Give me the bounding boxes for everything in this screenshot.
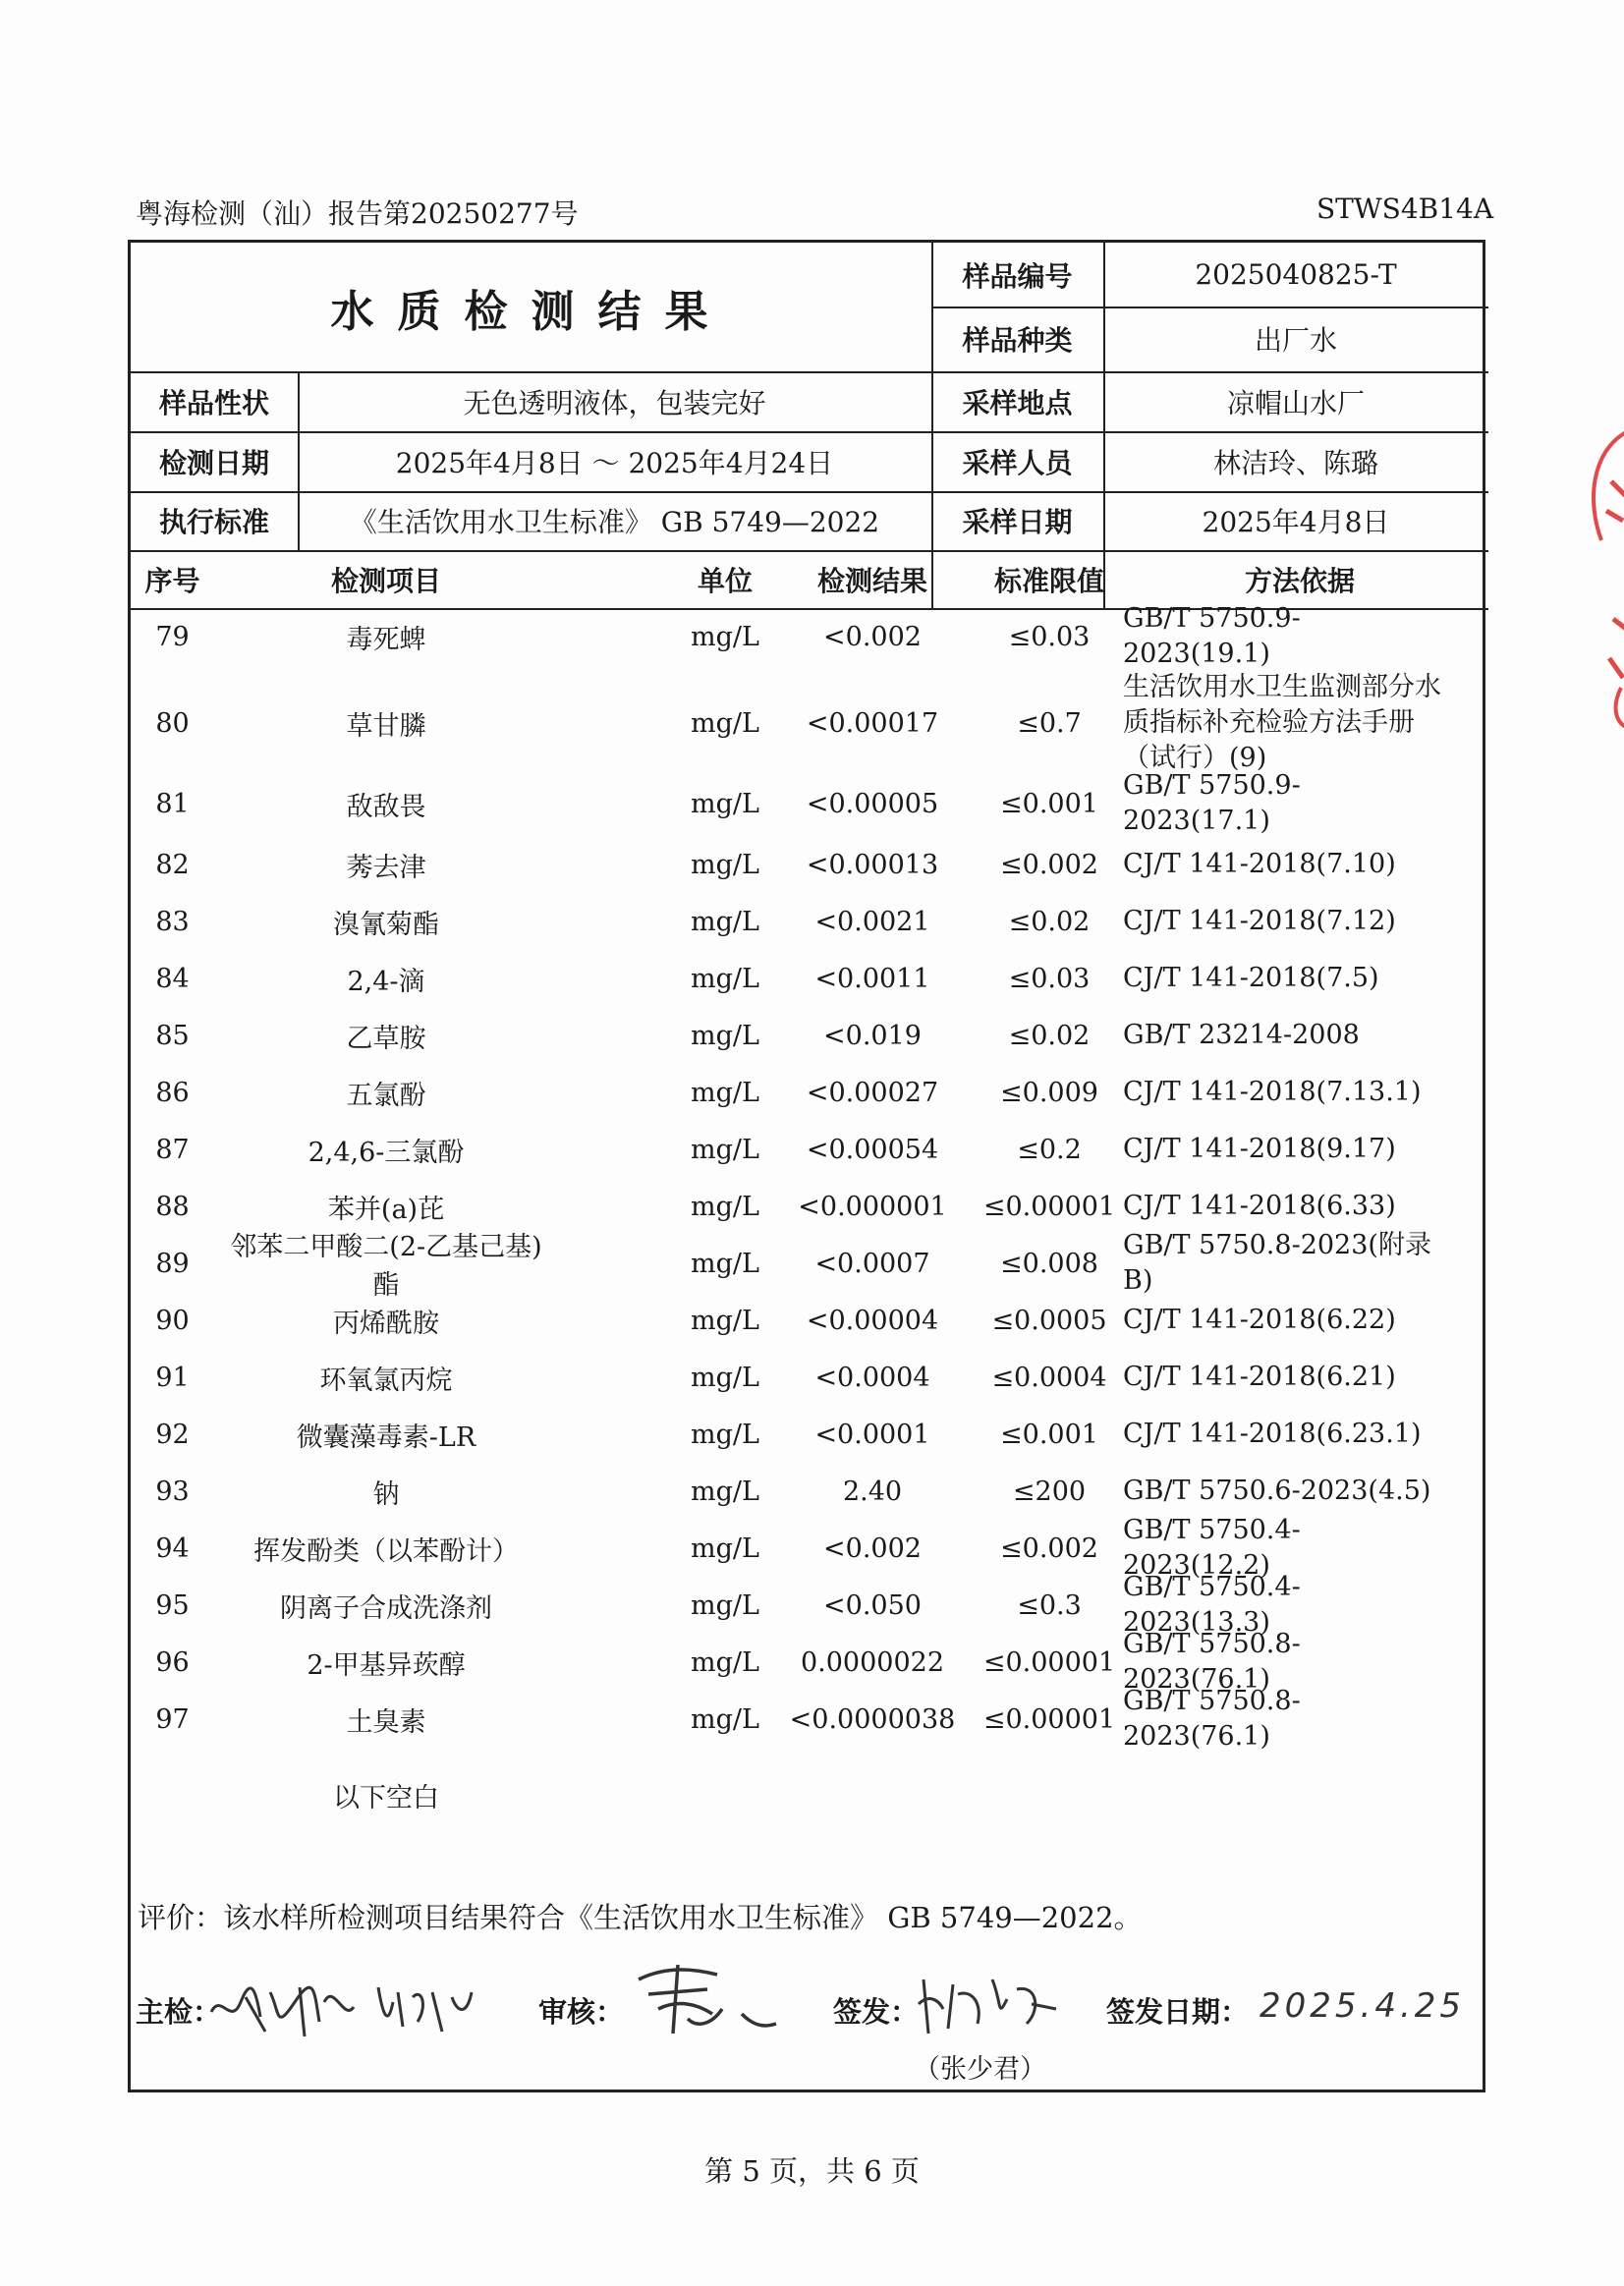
cell-limit: ≤0.02 xyxy=(1008,906,1091,937)
cell-method: CJ/T 141-2018(7.13.1) xyxy=(1123,1077,1422,1107)
col-header-method: 方法依据 xyxy=(1244,564,1355,597)
cell-item: 钠 xyxy=(372,1478,400,1510)
cell-method: CJ/T 141-2018(6.21) xyxy=(1123,1362,1396,1392)
cell-item: 莠去津 xyxy=(346,852,426,883)
issue-date-label: 签发日期： xyxy=(1106,1995,1250,2029)
cell-limit: ≤0.0004 xyxy=(991,1362,1107,1393)
cell-method: CJ/T 141-2018(7.12) xyxy=(1123,906,1396,936)
cell-no: 86 xyxy=(155,1077,190,1108)
cell-result: <0.0000038 xyxy=(789,1703,956,1735)
cell-limit: ≤0.03 xyxy=(1008,621,1091,652)
page-footer: 第 5 页，共 6 页 xyxy=(704,2154,920,2188)
cell-method: GB/T 5750.9-2023(19.1) xyxy=(1123,603,1301,669)
cell-unit: mg/L xyxy=(691,1533,759,1564)
cell-no: 95 xyxy=(155,1589,190,1621)
cell-result: 0.0000022 xyxy=(800,1646,944,1678)
cell-result: <0.00004 xyxy=(806,1305,939,1336)
cell-result: <0.000001 xyxy=(798,1191,947,1222)
cell-item: 邻苯二甲酸二(2-乙基己基)酯 xyxy=(230,1232,542,1301)
cell-limit: ≤0.2 xyxy=(1017,1134,1082,1165)
cell-method: GB/T 5750.8-2023(附录B) xyxy=(1123,1230,1431,1296)
cell-method: GB/T 5750.8-2023(76.1) xyxy=(1123,1686,1301,1752)
cell-method: CJ/T 141-2018(6.33) xyxy=(1123,1191,1396,1221)
cell-limit: ≤0.009 xyxy=(1000,1077,1098,1108)
cell-method: GB/T 5750.6-2023(4.5) xyxy=(1123,1476,1431,1506)
inspector-label: 主检： xyxy=(136,1995,222,2029)
sample-date-label: 采样日期 xyxy=(962,506,1073,538)
cell-item: 微囊藻毒素-LR xyxy=(296,1422,476,1453)
cell-item: 2-甲基异莰醇 xyxy=(307,1649,466,1681)
stamp-edge xyxy=(1572,422,1624,737)
cell-limit: ≤0.008 xyxy=(1000,1248,1098,1279)
cell-unit: mg/L xyxy=(691,906,759,937)
cell-method: CJ/T 141-2018(6.23.1) xyxy=(1123,1419,1422,1449)
cell-item: 环氧氯丙烷 xyxy=(319,1365,453,1396)
cell-result: <0.0007 xyxy=(814,1248,930,1279)
evaluation-text: 评价：该水样所检测项目结果符合《生活饮用水卫生标准》 GB 5749—2022。 xyxy=(138,1901,1143,1934)
cell-no: 96 xyxy=(155,1646,190,1678)
cell-unit: mg/L xyxy=(691,1191,759,1222)
cell-result: <0.0011 xyxy=(814,963,930,994)
cell-method: GB/T 5750.4-2023(12.2) xyxy=(1123,1515,1301,1581)
cell-method: GB/T 5750.8-2023(76.1) xyxy=(1123,1629,1301,1695)
cell-method: GB/T 23214-2008 xyxy=(1123,1020,1360,1050)
sample-no-label: 样品编号 xyxy=(962,259,1073,293)
cell-no: 85 xyxy=(155,1020,190,1051)
issue-date: 2025.4.25 xyxy=(1260,1986,1466,2026)
cell-limit: ≤0.0005 xyxy=(991,1305,1107,1336)
cell-no: 91 xyxy=(155,1362,190,1393)
test-date-label: 检测日期 xyxy=(158,446,269,479)
cell-unit: mg/L xyxy=(691,1305,759,1336)
cell-limit: ≤0.00001 xyxy=(982,1191,1116,1222)
page-title: 水质检测结果 xyxy=(330,286,732,337)
cell-result: <0.0001 xyxy=(814,1419,930,1450)
col-header-unit: 单位 xyxy=(697,564,753,597)
cell-item: 土臭素 xyxy=(346,1706,426,1738)
cell-unit: mg/L xyxy=(691,1077,759,1108)
cell-result: <0.00013 xyxy=(806,849,939,880)
cell-method: CJ/T 141-2018(7.10) xyxy=(1123,849,1396,879)
cell-limit: ≤0.002 xyxy=(1000,849,1098,880)
cell-result: <0.050 xyxy=(823,1589,922,1621)
cell-result: <0.019 xyxy=(823,1020,922,1051)
cell-result: <0.002 xyxy=(823,621,922,652)
cell-limit: ≤0.7 xyxy=(1017,707,1082,739)
cell-result: 2.40 xyxy=(842,1476,903,1507)
sample-trait-label: 样品性状 xyxy=(158,386,269,419)
issuer-signature xyxy=(909,1965,1076,2043)
reviewer-label: 审核： xyxy=(538,1995,625,2029)
standard-value: 《生活饮用水卫生标准》 GB 5749—2022 xyxy=(349,506,880,538)
cell-method: CJ/T 141-2018(6.22) xyxy=(1123,1305,1396,1335)
cell-no: 94 xyxy=(155,1533,190,1564)
cell-result: <0.0004 xyxy=(814,1362,930,1393)
cell-item: 敌敌畏 xyxy=(346,791,426,822)
cell-result: <0.00027 xyxy=(806,1077,939,1108)
col-header-item: 检测项目 xyxy=(330,564,441,597)
cell-unit: mg/L xyxy=(691,707,759,739)
cell-method: CJ/T 141-2018(7.5) xyxy=(1123,963,1379,993)
cell-item: 苯并(a)芘 xyxy=(327,1194,445,1225)
cell-no: 82 xyxy=(155,849,190,880)
standard-label: 执行标准 xyxy=(158,506,269,538)
cell-item: 阴离子合成洗涤剂 xyxy=(280,1592,492,1624)
cell-no: 88 xyxy=(155,1191,190,1222)
sample-site-value: 凉帽山水厂 xyxy=(1226,386,1365,419)
cell-method: CJ/T 141-2018(9.17) xyxy=(1123,1134,1396,1164)
cell-item: 2,4,6-三氯酚 xyxy=(308,1137,465,1168)
cell-limit: ≤0.00001 xyxy=(982,1646,1116,1678)
report-code: STWS4B14A xyxy=(1316,193,1494,225)
cell-unit: mg/L xyxy=(691,1646,759,1678)
cell-limit: ≤200 xyxy=(1012,1476,1087,1507)
test-date-value: 2025年4月8日 ～ 2025年4月24日 xyxy=(395,446,834,479)
cell-item: 2,4-滴 xyxy=(347,966,425,997)
cell-unit: mg/L xyxy=(691,1589,759,1621)
cell-item: 毒死蜱 xyxy=(346,624,426,655)
cell-no: 90 xyxy=(155,1305,190,1336)
cell-limit: ≤0.03 xyxy=(1008,963,1091,994)
cell-limit: ≤0.02 xyxy=(1008,1020,1091,1051)
cell-unit: mg/L xyxy=(691,1703,759,1735)
issuer-label: 签发： xyxy=(833,1995,920,2029)
cell-result: <0.002 xyxy=(823,1533,922,1564)
cell-result: <0.00054 xyxy=(806,1134,939,1165)
cell-limit: ≤0.001 xyxy=(1000,1419,1098,1450)
cell-limit: ≤0.3 xyxy=(1017,1589,1082,1621)
cell-unit: mg/L xyxy=(691,1419,759,1450)
cell-method: 生活饮用水卫生监测部分水质指标补充检验方法手册（试行）(9) xyxy=(1123,672,1441,773)
sample-no-value: 2025040825-T xyxy=(1195,258,1397,291)
sample-type-value: 出厂水 xyxy=(1254,324,1337,357)
cell-no: 87 xyxy=(155,1134,190,1165)
cell-item: 乙草胺 xyxy=(346,1023,426,1054)
document-frame xyxy=(128,240,1485,2092)
cell-no: 84 xyxy=(155,963,190,994)
cell-unit: mg/L xyxy=(691,849,759,880)
cell-unit: mg/L xyxy=(691,1362,759,1393)
cell-limit: ≤0.002 xyxy=(1000,1533,1098,1564)
cell-result: <0.00005 xyxy=(806,788,939,819)
inspector-signature xyxy=(206,1973,491,2041)
cell-no: 97 xyxy=(155,1703,190,1735)
cell-unit: mg/L xyxy=(691,788,759,819)
cell-result: <0.0021 xyxy=(814,906,930,937)
cell-no: 89 xyxy=(155,1248,190,1279)
cell-limit: ≤0.00001 xyxy=(982,1703,1116,1735)
sample-type-label: 样品种类 xyxy=(962,324,1073,357)
blank-note: 以下空白 xyxy=(333,1782,439,1813)
cell-method: GB/T 5750.9-2023(17.1) xyxy=(1123,770,1301,836)
sample-site-label: 采样地点 xyxy=(962,386,1073,419)
report-number: 粤海检测（汕）报告第20250277号 xyxy=(136,197,579,230)
cell-unit: mg/L xyxy=(691,621,759,652)
col-header-no: 序号 xyxy=(144,564,200,597)
cell-unit: mg/L xyxy=(691,1476,759,1507)
cell-no: 92 xyxy=(155,1419,190,1450)
cell-no: 83 xyxy=(155,906,190,937)
cell-unit: mg/L xyxy=(691,1134,759,1165)
cell-item: 溴氰菊酯 xyxy=(333,909,439,940)
cell-no: 93 xyxy=(155,1476,190,1507)
cell-no: 79 xyxy=(155,621,190,652)
cell-item: 丙烯酰胺 xyxy=(333,1308,439,1339)
col-header-result: 检测结果 xyxy=(816,564,927,597)
sample-date-value: 2025年4月8日 xyxy=(1202,506,1390,538)
cell-item: 挥发酚类（以苯酚计） xyxy=(253,1535,519,1567)
issuer-name: （张少君） xyxy=(914,2054,1046,2085)
cell-unit: mg/L xyxy=(691,963,759,994)
cell-method: GB/T 5750.4-2023(13.3) xyxy=(1123,1572,1301,1638)
cell-limit: ≤0.001 xyxy=(1000,788,1098,819)
sample-trait-value: 无色透明液体，包装完好 xyxy=(463,386,766,419)
cell-item: 草甘膦 xyxy=(346,710,426,742)
cell-no: 81 xyxy=(155,788,190,819)
cell-unit: mg/L xyxy=(691,1020,759,1051)
cell-no: 80 xyxy=(155,707,190,739)
cell-unit: mg/L xyxy=(691,1248,759,1279)
cell-result: <0.00017 xyxy=(806,707,939,739)
cell-item: 五氯酚 xyxy=(346,1080,426,1111)
sampler-label: 采样人员 xyxy=(962,446,1073,479)
col-header-limit: 标准限值 xyxy=(993,564,1104,597)
reviewer-signature xyxy=(629,1955,796,2043)
sampler-value: 林洁玲、陈璐 xyxy=(1212,446,1378,479)
